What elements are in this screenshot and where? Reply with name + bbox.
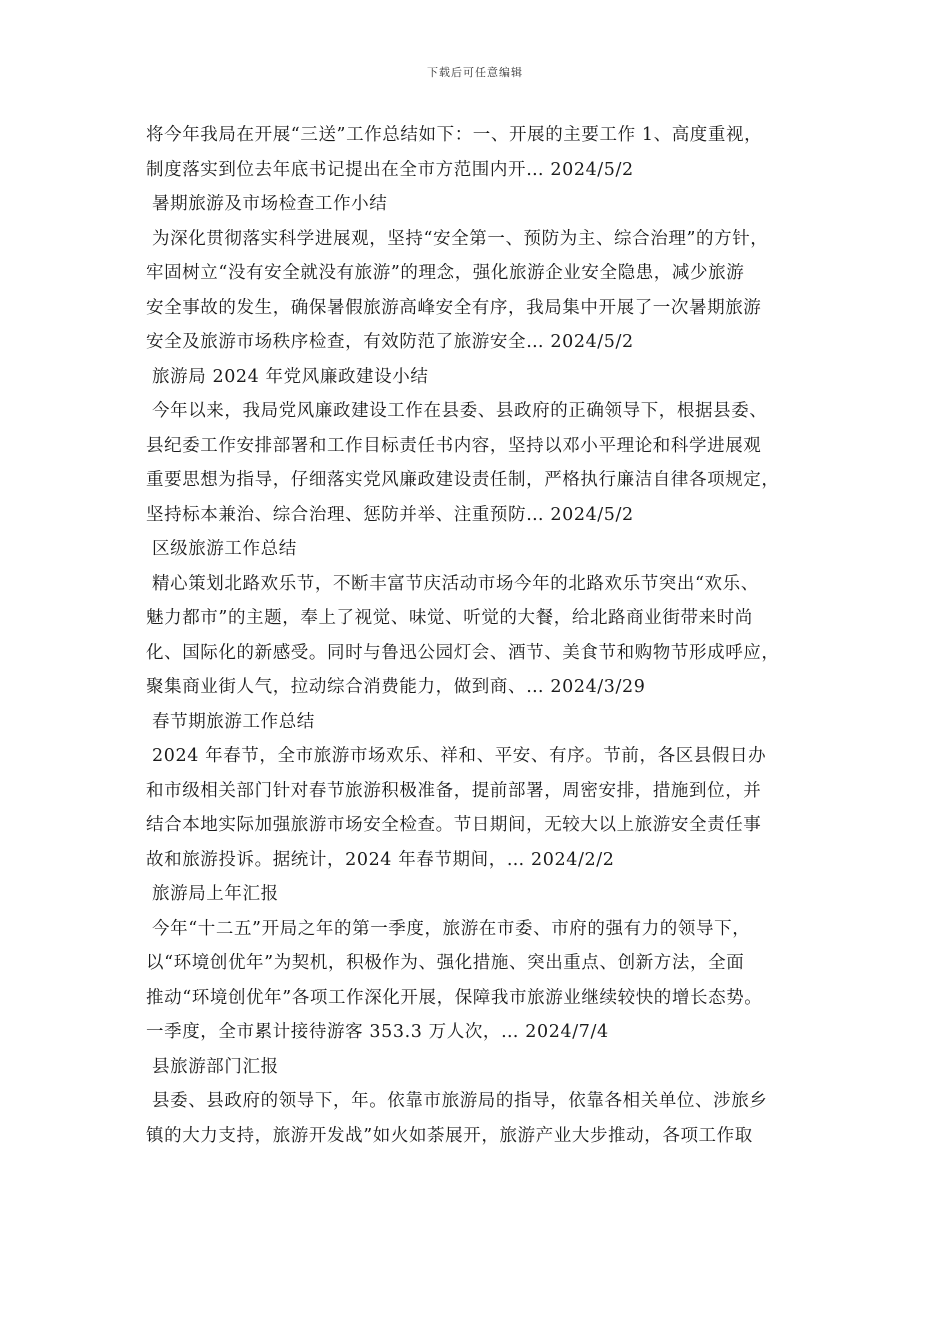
- section-title: 暑期旅游及市场检查工作小结: [152, 194, 388, 214]
- paragraph-line: 安全及旅游市场秩序检查，有效防范了旅游安全… 2024/5/2: [146, 332, 634, 352]
- paragraph-line: 精心策划北路欢乐节，不断丰富节庆活动市场今年的北路欢乐节突出“欢乐、: [152, 573, 759, 594]
- paragraph-line: 魅力都市”的主题，奉上了视觉、味觉、听觉的大餐，给北路商业街带来时尚: [146, 608, 753, 628]
- paragraph-line: 推动“环境创优年”各项工作深化开展，保障我市旅游业继续较快的增长态势。: [146, 987, 763, 1008]
- section-title: 旅游局上年汇报: [152, 884, 279, 904]
- section-title: 区级旅游工作总结: [152, 539, 297, 559]
- section-title: 春节期旅游工作总结: [152, 711, 315, 732]
- paragraph-line: 县委、县政府的领导下，年。依靠市旅游局的指导，依靠各相关单位、涉旅乡: [152, 1091, 768, 1111]
- paragraph-line: 镇的大力支持，旅游开发战”如火如荼展开，旅游产业大步推动，各项工作取: [146, 1125, 753, 1146]
- paragraph-line: 化、国际化的新感受。同时与鲁迅公园灯会、酒节、美食节和购物节形成呼应，: [146, 642, 780, 663]
- paragraph-line: 今年以来，我局党风廉政建设工作在县委、县政府的正确领导下，根据县委、: [152, 401, 768, 421]
- paragraph-line: 坚持标本兼治、综合治理、惩防并举、注重预防… 2024/5/2: [146, 504, 634, 525]
- paragraph-line: 今年“十二五”开局之年的第一季度，旅游在市委、市府的强有力的领导下，: [152, 918, 751, 939]
- paragraph-line: 2024 年春节，全市旅游市场欢乐、祥和、平安、有序。节前，各区县假日办: [152, 746, 767, 766]
- paragraph-line: 聚集商业街人气，拉动综合消费能力，做到商、… 2024/3/29: [146, 677, 646, 697]
- paragraph-line: 制度落实到位去年底书记提出在全市方范围内开… 2024/5/2: [146, 159, 634, 180]
- paragraph-line: 县纪委工作安排部署和工作目标责任书内容，坚持以邓小平理论和科学进展观: [146, 435, 762, 456]
- section-title: 旅游局 2024 年党风廉政建设小结: [152, 366, 429, 387]
- page-header: 下载后可任意编辑: [427, 66, 523, 79]
- paragraph-line: 安全事故的发生，确保暑假旅游高峰安全有序，我局集中开展了一次暑期旅游: [146, 297, 762, 318]
- paragraph-line: 结合本地实际加强旅游市场安全检查。节日期间，无较大以上旅游安全责任事: [146, 815, 762, 835]
- paragraph-line: 将今年我局在开展“三送”工作总结如下：一、开展的主要工作 1、高度重视，: [146, 125, 763, 145]
- paragraph-line: 一季度，全市累计接待游客 353.3 万人次，… 2024/7/4: [146, 1022, 609, 1042]
- paragraph-line: 和市级相关部门针对春节旅游积极准备，提前部署，周密安排，措施到位，并: [146, 780, 762, 801]
- paragraph-line: 牢固树立“没有安全就没有旅游”的理念，强化旅游企业安全隐患，减少旅游: [146, 263, 745, 283]
- paragraph-line: 以“环境创优年”为契机，积极作为、强化措施、突出重点、创新方法，全面: [146, 953, 745, 973]
- paragraph-line: 重要思想为指导，仔细落实党风廉政建设责任制，严格执行廉洁自律各项规定，: [146, 470, 780, 490]
- paragraph-line: 故和旅游投诉。据统计，2024 年春节期间，… 2024/2/2: [146, 849, 615, 870]
- section-title: 县旅游部门汇报: [152, 1056, 279, 1077]
- paragraph-line: 为深化贯彻落实科学进展观，坚持“安全第一、预防为主、综合治理”的方针，: [152, 228, 769, 249]
- document-body: [146, 118, 836, 1153]
